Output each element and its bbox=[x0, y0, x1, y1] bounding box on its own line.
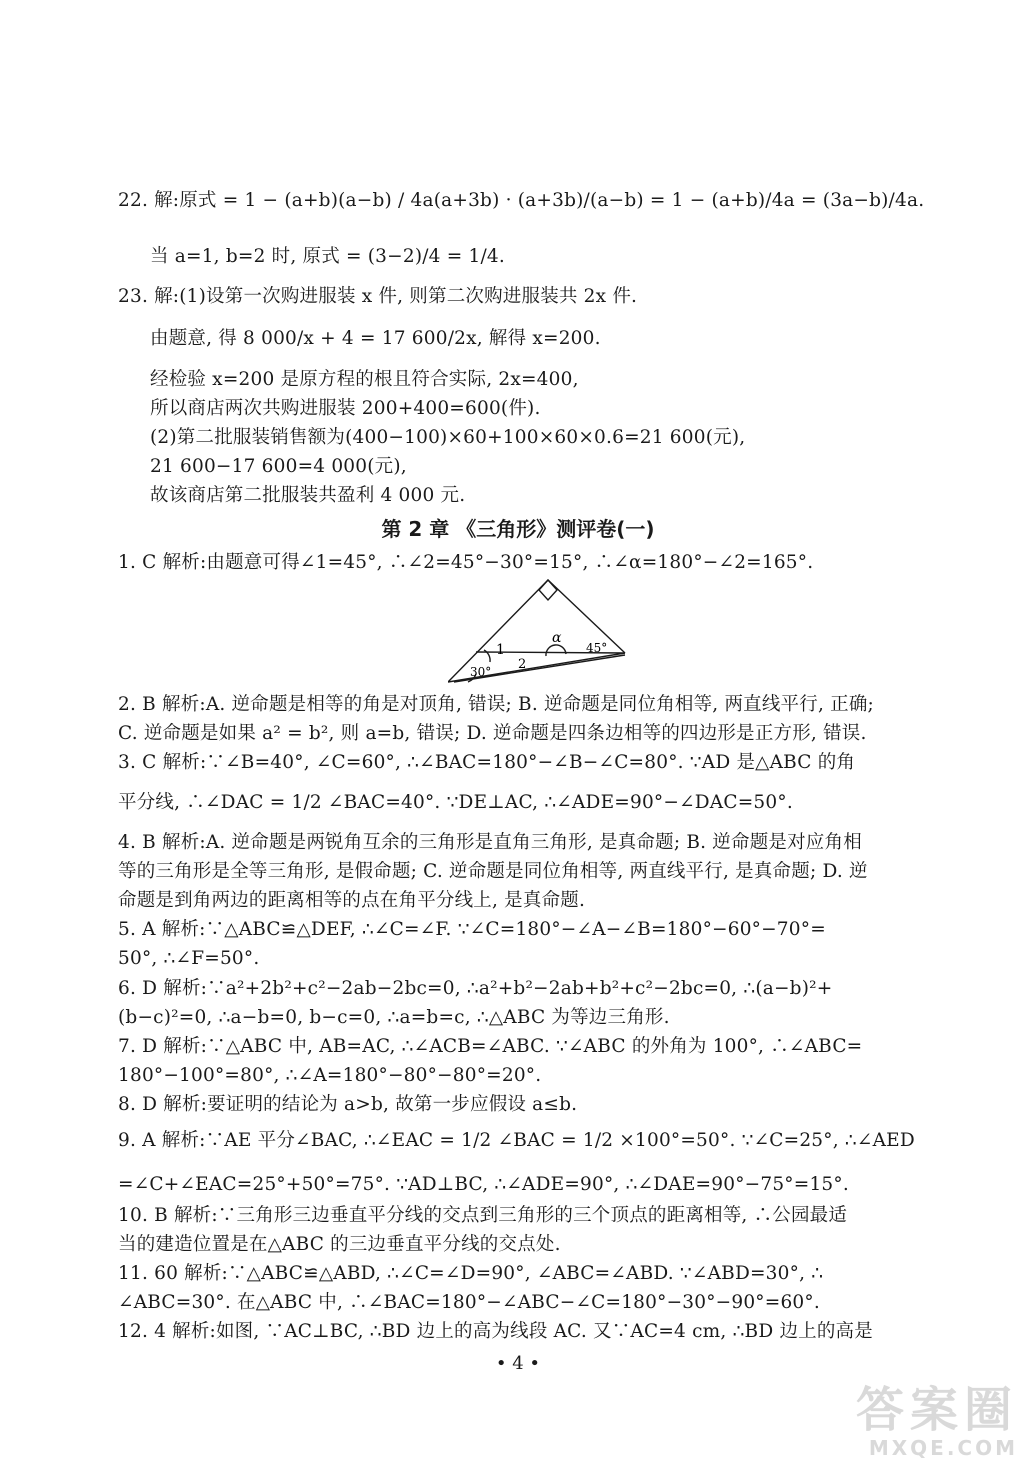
text-line: 故该商店第二批服装共盈利 4 000 元. bbox=[150, 485, 466, 506]
page-number: • 4 • bbox=[495, 1353, 541, 1374]
right-angle-mark bbox=[539, 580, 557, 600]
text-line: 等的三角形是全等三角形, 是假命题; C. 逆命题是同位角相等, 两直线平行, 是真命题; D. 逆 bbox=[118, 861, 868, 882]
text-line: (b−c)²=0, ∴a−b=0, b−c=0, ∴a=b=c, ∴△ABC 为等边三角形. bbox=[118, 1007, 670, 1028]
figure-label: 2 bbox=[518, 657, 527, 672]
text-line: 12. 4 解析:如图, ∵AC⊥BC, ∴BD 边上的高为线段 AC. 又∵AC=4 cm, ∴BD 边上的高是 bbox=[118, 1321, 873, 1342]
triangle-figure bbox=[448, 578, 628, 688]
text-line: 平分线, ∴∠DAC = 1/2 ∠BAC=40°. ∵DE⊥AC, ∴∠ADE=90°−∠DAC=50°. bbox=[118, 792, 793, 813]
text-line: 21 600−17 600=4 000(元), bbox=[150, 456, 407, 477]
text-line: 命题是到角两边的距离相等的点在角平分线上, 是真命题. bbox=[118, 890, 586, 911]
angle-alpha-arc bbox=[546, 645, 566, 656]
figure-label: 45° bbox=[586, 641, 608, 655]
watermark-main: 答案圈 bbox=[855, 1382, 1018, 1438]
text-line: 50°, ∴∠F=50°. bbox=[118, 948, 260, 969]
figure-label: 30° bbox=[470, 665, 492, 679]
text-line: 2. B 解析:A. 逆命题是相等的角是对顶角, 错误; B. 逆命题是同位角相等, 两直线平行, 正确; bbox=[118, 694, 874, 715]
text-line: 所以商店两次共购进服装 200+400=600(件). bbox=[150, 398, 541, 419]
watermark-domain: MXQE.COM bbox=[868, 1436, 1018, 1460]
text-line: 22. 解:原式 = 1 − (a+b)(a−b) / 4a(a+3b) · (a+3b)/(a−b) = 1 − (a+b)/4a = (3a−b)/4a. bbox=[118, 190, 925, 211]
text-line: 当的建造位置是在△ABC 的三边垂直平分线的交点处. bbox=[118, 1234, 561, 1255]
text-line: 180°−100°=80°, ∴∠A=180°−80°−80°=20°. bbox=[118, 1065, 542, 1086]
text-line: 当 a=1, b=2 时, 原式 = (3−2)/4 = 1/4. bbox=[150, 246, 505, 267]
watermark-logo bbox=[855, 1382, 1018, 1460]
text-line: 8. D 解析:要证明的结论为 a>b, 故第一步应假设 a≤b. bbox=[118, 1094, 578, 1115]
text-line: 10. B 解析:∵三角形三边垂直平分线的交点到三角形的三个顶点的距离相等, ∴公园最适 bbox=[118, 1205, 848, 1226]
text-line: 11. 60 解析:∵△ABC≌△ABD, ∴∠C=∠D=90°, ∠ABC=∠ABD. ∵∠ABD=30°, ∴ bbox=[118, 1263, 824, 1284]
text-line: =∠C+∠EAC=25°+50°=75°. ∵AD⊥BC, ∴∠ADE=90°, ∴∠DAE=90°−75°=15°. bbox=[118, 1174, 849, 1195]
text-line: 由题意, 得 8 000/x + 4 = 17 600/2x, 解得 x=200. bbox=[150, 328, 601, 349]
text-line: 3. C 解析:∵∠B=40°, ∠C=60°, ∴∠BAC=180°−∠B−∠C=80°. ∵AD 是△ABC 的角 bbox=[118, 752, 856, 773]
text-line: 1. C 解析:由题意可得∠1=45°, ∴∠2=45°−30°=15°, ∴∠α=180°−∠2=165°. bbox=[118, 552, 814, 573]
text-line: 7. D 解析:∵△ABC 中, AB=AC, ∴∠ACB=∠ABC. ∵∠ABC 的外角为 100°, ∴∠ABC= bbox=[118, 1036, 863, 1057]
figure-label: 1 bbox=[496, 642, 505, 658]
text-line: 9. A 解析:∵AE 平分∠BAC, ∴∠EAC = 1/2 ∠BAC = 1/2 ×100°=50°. ∵∠C=25°, ∴∠AED bbox=[118, 1130, 915, 1151]
text-line: 4. B 解析:A. 逆命题是两锐角互余的三角形是直角三角形, 是真命题; B. 逆命题是对应角相 bbox=[118, 832, 862, 853]
text-line: (2)第二批服装销售额为(400−100)×60+100×60×0.6=21 600(元), bbox=[150, 427, 746, 448]
section-title: 第 2 章 《三角形》测评卷(一) bbox=[381, 517, 655, 541]
text-line: 经检验 x=200 是原方程的根且符合实际, 2x=400, bbox=[150, 369, 579, 390]
text-line: 23. 解:(1)设第一次购进服装 x 件, 则第二次购进服装共 2x 件. bbox=[118, 286, 638, 307]
figure-label: α bbox=[552, 630, 562, 646]
text-line: ∠ABC=30°. 在△ABC 中, ∴∠BAC=180°−∠ABC−∠C=180°−30°−90°=60°. bbox=[118, 1292, 820, 1313]
text-line: 6. D 解析:∵a²+2b²+c²−2ab−2bc=0, ∴a²+b²−2ab+b²+c²−2bc=0, ∴(a−b)²+ bbox=[118, 978, 833, 999]
text-line: 5. A 解析:∵△ABC≌△DEF, ∴∠C=∠F. ∵∠C=180°−∠A−∠B=180°−60°−70°= bbox=[118, 919, 826, 940]
text-line: C. 逆命题是如果 a² = b², 则 a=b, 错误; D. 逆命题是四条边相等的四边形是正方形, 错误. bbox=[118, 723, 867, 744]
